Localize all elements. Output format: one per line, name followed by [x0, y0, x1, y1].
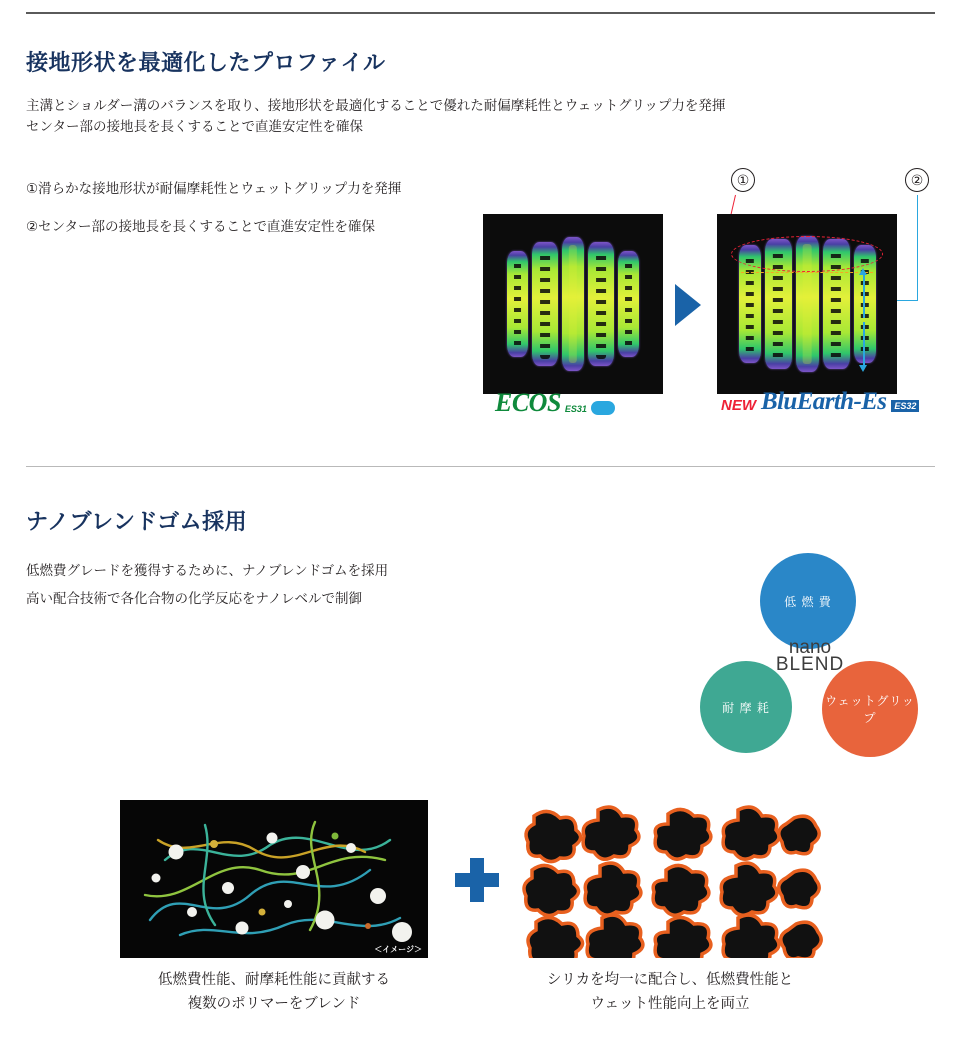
section-1-paragraph-1: 主溝とショルダー溝のバランスを取り、接地形状を最適化することで優れた耐偏摩耗性とウェットグリップ力を発揮 [26, 98, 726, 113]
plus-icon [455, 858, 499, 902]
callout-number-2: ② [905, 168, 929, 192]
footprint-panel-ecos [483, 214, 663, 394]
center-line-annotation [741, 272, 873, 273]
footprint-comparison-figure [483, 172, 935, 420]
ecos-logo [495, 388, 615, 418]
nano-blend-diagram [690, 553, 940, 783]
contact-length-arrow-down-icon [863, 322, 865, 366]
contact-length-arrow-up-icon [863, 274, 865, 318]
ecos-logo-code: ES31 [564, 404, 587, 414]
footprint-ribs-ecos [493, 228, 653, 380]
footprint-rib [507, 251, 528, 357]
polymer-blend-image [120, 800, 428, 958]
highlight-ellipse-annotation [731, 236, 883, 272]
nano-circle-fuel-efficiency [760, 553, 856, 649]
nano-label-line-2: BLEND [775, 654, 845, 675]
section-1-paragraph-2: センター部の接地長を長くすることで直進安定性を確保 [26, 119, 363, 134]
caption-line-2: ウェット性能向上を両立 [590, 996, 750, 1012]
section-2-paragraph-2: 高い配合技術で各化合物の化学反応をナノレベルで制御 [26, 591, 363, 606]
nano-circle-wet-grip [822, 661, 918, 757]
nano-blend-center-label [764, 639, 856, 673]
nano-label-line-1: nano [788, 637, 832, 658]
silica-dispersion-image [516, 800, 824, 958]
image-note-label: ＜イメージ＞ [374, 945, 422, 954]
ecos-logo-name: ECOS [495, 388, 561, 417]
footprint-rib [532, 242, 558, 366]
section-1-bullet-2: ②センター部の接地長を長くすることで直進安定性を確保 [26, 219, 376, 234]
section-2-paragraph-1: 低燃費グレードを獲得するために、ナノブレンドゴムを採用 [26, 563, 389, 578]
footprint-rib [562, 237, 584, 371]
section-divider [26, 466, 935, 467]
caption-line-1: シリカを均一に配合し、低燃費性能と [546, 972, 794, 988]
polymer-blend-illustration [120, 800, 428, 958]
top-divider [26, 12, 935, 14]
bluearth-logo-name: BluEarth-Es [761, 388, 887, 415]
section-1-bullet-1: ①滑らかな接地形状が耐偏摩耗性とウェットグリップ力を発揮 [26, 181, 402, 196]
page-title-section-1: 接地形状を最適化したプロファイル [26, 49, 386, 75]
bluearth-logo [721, 388, 919, 416]
footprint-panel-bluearth [717, 214, 897, 394]
page-title-section-2: ナノブレンドゴム採用 [26, 508, 248, 534]
callout-2-leader-line-vertical [917, 195, 918, 301]
callout-number-1: ① [731, 168, 755, 192]
silica-dispersion-illustration [516, 800, 824, 958]
bluearth-logo-code: ES32 [891, 400, 919, 412]
nano-circle-label: 低 燃 費 [784, 594, 832, 609]
bluearth-new-label: NEW [721, 397, 756, 414]
caption-line-2: 複数のポリマーをブレンド [187, 996, 361, 1012]
polymer-image-caption [109, 968, 439, 1016]
footprint-rib [618, 251, 639, 357]
silica-image-caption [505, 968, 835, 1016]
nano-circle-label: ウェットグリップ [825, 694, 915, 725]
comparison-arrow-icon [675, 284, 701, 326]
oval-badge-icon [591, 401, 615, 415]
footprint-rib [588, 242, 614, 366]
caption-line-1: 低燃費性能、耐摩耗性能に貢献する [158, 972, 390, 988]
nano-circle-label: 耐 摩 耗 [722, 700, 770, 715]
